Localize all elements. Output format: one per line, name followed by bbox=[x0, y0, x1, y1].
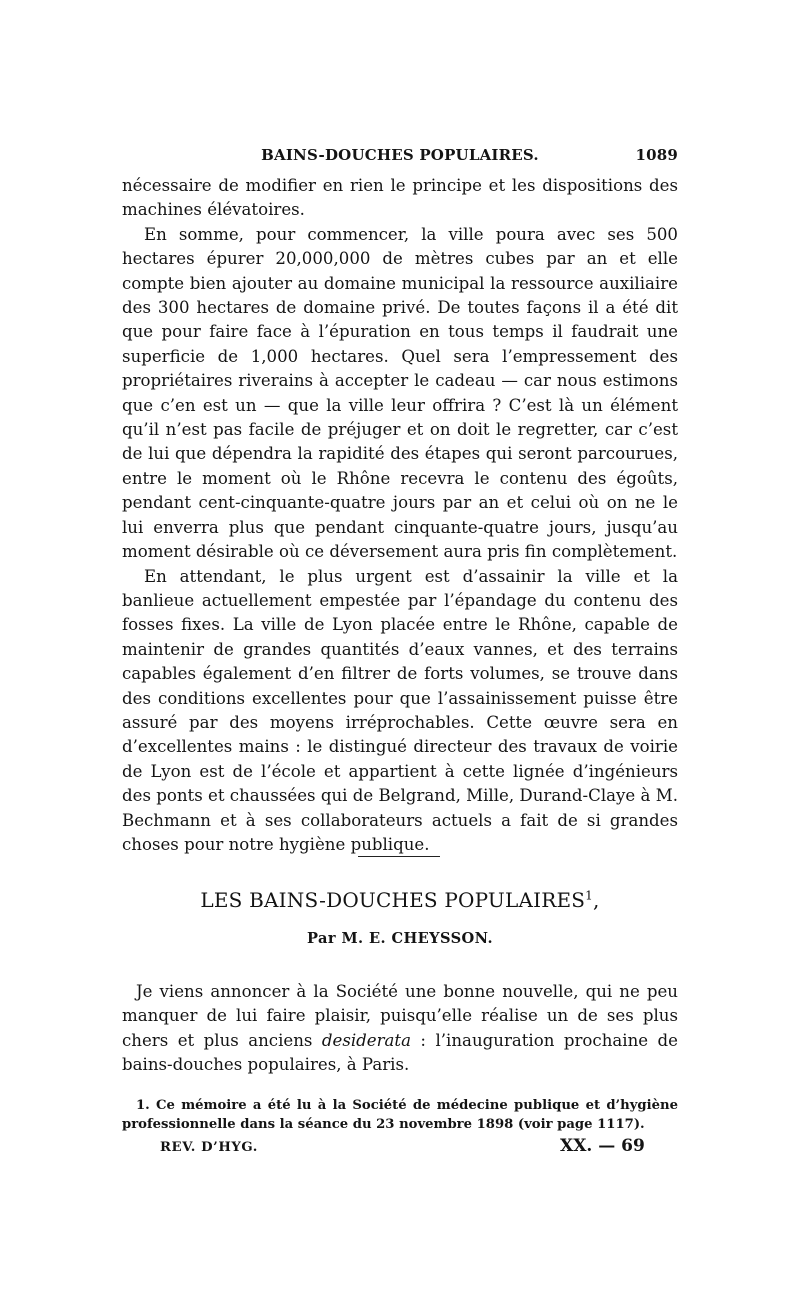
intro-emphasis: desiderata bbox=[321, 1030, 411, 1050]
volume-sheet-number: XX. — 69 bbox=[560, 1136, 645, 1156]
paragraph: En somme, pour commencer, la ville poura avec ses 500 hectares épurer 20,000,000 de mètres cubes par an et elle compte bien ajouter au domaine municipal la ressource auxiliaire des 300 hectares de domaine privé. De toutes façons il a été dit que pour faire face à l’épuration en tous temps il faudrait une superficie de 1,000 hectares. Quel sera l’empressement des propriétaires riverains à accepter le cadeau — car nous estimons que c’en est un — que la ville leur offrira ? C’est là un élément qu’il n’est pas facile de préjuger et on doit le regretter, car c’est de lui que dépendra la rapidité des étapes qui seront parcourues, entre le moment où le Rhône recevra le contenu des égoûts, pendant cent-cinquante-quatre jours par an et celui où on ne le lui enverra plus que pendant cinquante-quatre jours, jusqu’au moment désirable où ce déversement aura pris fin complètement. bbox=[122, 224, 678, 562]
footnote-marker: 1 bbox=[585, 888, 594, 903]
intro-text-start: Je viens annoncer à la Société une bonne nouvelle, qui ne peu manquer de lui faire plaisir, puisqu’elle réalise un de ses plus chers et plus anciens bbox=[122, 982, 678, 1050]
article-intro bbox=[122, 980, 678, 1078]
running-title: BAINS-DOUCHES POPULAIRES. bbox=[261, 146, 539, 164]
footnote-text: 1. Ce mémoire a été lu à la Société de médecine publique et d’hygiène professionnelle dans la séance du 23 novembre 1898 (voir page 1117). bbox=[122, 1098, 678, 1132]
intro-text-end: : l’inauguration prochaine de bains-douches populaires, à Paris. bbox=[122, 1030, 678, 1075]
journal-abbreviation: REV. D’HYG. bbox=[160, 1140, 259, 1155]
section-divider bbox=[358, 856, 440, 857]
continued-article-text bbox=[122, 174, 678, 857]
paragraph: En attendant, le plus urgent est d’assainir la ville et la banlieue actuellement empestée par l’épandage du contenu des fosses fixes. La ville de Lyon placée entre le Rhône, capable de maintenir de grandes quantités d’eaux vannes, et des terrains capables également d’en filtrer de forts volumes, se trouve dans des conditions excellentes pour que l’assainissement puisse être assuré par des moyens irréprochables. Cette œuvre sera en d’excellentes mains : le distingué directeur des travaux de voirie de Lyon est de l’école et appartient à cette lignée d’ingénieurs des ponts et chaussées qui de Belgrand, Mille, Durand-Claye à M. Bechmann et à ses collaborateurs actuels a fait de si grandes choses pour notre hygiène publique. bbox=[122, 566, 678, 854]
article-title-text: LES BAINS-DOUCHES POPULAIRES bbox=[200, 888, 586, 912]
paragraph: nécessaire de modifier en rien le principe et les dispositions des machines élévatoires. bbox=[122, 176, 678, 220]
page-number: 1089 bbox=[635, 146, 678, 164]
footnote bbox=[122, 1096, 678, 1134]
paragraph bbox=[122, 980, 678, 1078]
running-header bbox=[122, 146, 678, 168]
byline: Par M. E. CHEYSSON. bbox=[307, 930, 493, 947]
article-title: LES BAINS-DOUCHES POPULAIRES$^1$, bbox=[200, 888, 600, 912]
